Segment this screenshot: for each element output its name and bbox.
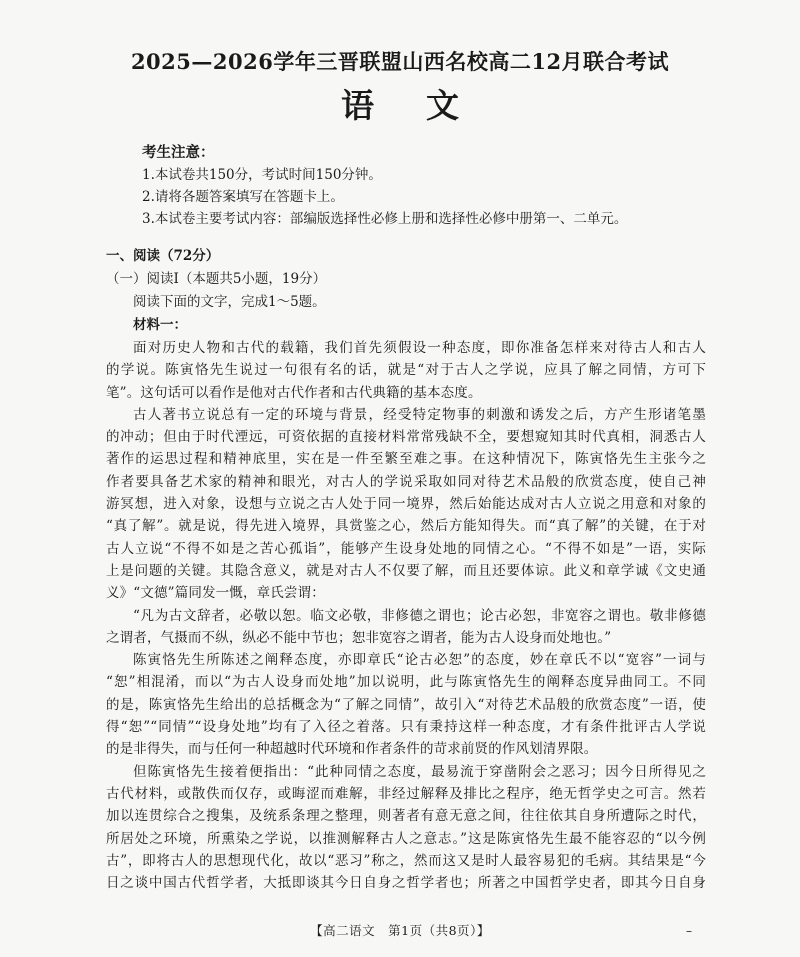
reading-instruction: 阅读下面的文字，完成1～5题。 — [133, 294, 326, 310]
text-line: 古代材料，或散佚而仅存，或晦涩而难解，非经过解释及排比之程序，绝无哲学史之可言。然若 — [106, 785, 706, 802]
text-line: 的是，陈寅恪先生给出的总括概念为“了解之同情”，故引入“对待艺术品般的欣赏态度”一语，使 — [106, 696, 706, 713]
notice-item: 3.本试卷主要考试内容：部编版选择性必修上册和选择性必修中册第一、二单元。 — [142, 211, 628, 227]
paragraph — [106, 761, 706, 895]
notice-item: 2.请将各题答案填写在答题卡上。 — [142, 189, 344, 205]
text-line: 的冲动；但由于时代湮远，可资依据的直接材料常常残缺不全，要想窥知其时代真相，洞悉古人 — [106, 429, 706, 446]
text-line: 古人著书立说总有一定的环境与背景，经受特定物事的刺激和诱发之后，方产生形诸笔墨 — [133, 406, 706, 423]
text-line: 古人立说“不得不如是之苦心孤诣”，能够产生设身处地的同情之心。“不得不如是”一语，实际 — [106, 540, 706, 557]
text-line: 陈寅恪先生所陈述之阐释态度，亦即章氏“论古必恕”的态度，妙在章氏不以“宽容”一词与 — [133, 652, 706, 669]
text-line: 得“恕”“同情”“设身处地”均有了入径之着落。只有秉持这样一种态度，才有条件批评古人学说 — [106, 719, 706, 736]
candidate-notice — [142, 142, 702, 230]
text-line: 的是非得失，而与任何一种超越时代环境和作者条件的苛求前贤的作风划清界限。 — [106, 741, 598, 758]
page-footer: 【高二语文 第1页（共8页）】 — [310, 923, 490, 938]
notice-heading: 考生注意： — [142, 144, 215, 161]
text-line: 之谓者，气摄而不纵，纵必不能中节也；恕非宽容之谓者，能为古人设身而处地也。” — [106, 629, 612, 646]
text-line: 面对历史人物和古代的载籍，我们首先须假设一种态度，即你准备怎样来对待古人和古人 — [133, 340, 706, 356]
text-line: 游冥想，进入对象，设想与立说之古人处于同一境界，然后始能达成对古人立说之用意和对象的 — [106, 496, 706, 513]
text-line: 古”，即将古人的思想现代化，故以“恶习”称之，然而这又是时人最容易犯的毛病。其结果是“今 — [106, 852, 706, 869]
text-line: 著作的运思过程和精神底里，实在是一件至繁至难之事。在这种情况下，陈寅恪先生主张今之 — [106, 451, 706, 468]
paragraph — [106, 649, 706, 760]
text-line: 的学说。陈寅恪先生说过一句很有名的话，就是“对于古人之学说，应具了解之同情，方可下 — [106, 362, 706, 379]
reading-section — [106, 245, 706, 894]
paragraph — [106, 404, 706, 605]
quotation-paragraph — [106, 605, 706, 650]
notice-item: 1.本试卷共150分，考试时间150分钟。 — [142, 167, 382, 183]
text-line: 上是问题的关键。其隐含意义，就是对古人不仅要了解，而且还要体谅。此义和章学诚《文史通 — [106, 562, 706, 579]
section-heading: 一、阅读（72分） — [106, 248, 220, 264]
exam-title: 2025—2026学年三晋联盟山西名校高二12月联合考试 — [130, 49, 670, 74]
text-line: 日之谈中国古代哲学者，大抵即谈其今日自身之哲学者也；所著之中国哲学史者，即其今日自身 — [106, 875, 706, 892]
text-line: 义》“文德”篇同发一慨，章氏尝谓： — [106, 585, 325, 602]
text-line: 笔”。这句话可以看作是他对古代作者和古代典籍的基本态度。 — [106, 384, 482, 401]
text-line: “真了解”。就是说，得先进入境界，具赏鉴之心，然后方能知得失。而“真了解”的关键，在于对 — [106, 518, 706, 535]
text-line: 但陈寅恪先生接着便指出：“此种同情之态度，最易流于穿凿附会之恶习；因今日所得见之 — [133, 763, 706, 780]
text-line: 作者要具备艺术家的精神和眼光，对古人的学说采取如同对待艺术品般的欣赏态度，使自己神 — [106, 473, 706, 490]
text-line: “凡为古文辞者，必敬以恕。临文必敬，非修德之谓也；论古必恕，非宽容之谓也。敬非修德 — [133, 607, 706, 624]
text-line: 所居处之环境，所熏染之学说，以推测解释古人之意志。”这是陈寅恪先生最不能容忍的“以今例 — [106, 830, 706, 847]
sub-section-heading: （一）阅读Ⅰ（本题共5小题，19分） — [106, 271, 327, 287]
text-line: “恕”相混淆，而以“为古人设身而处地”加以说明，此与陈寅恪先生的阐释态度异曲同工。不同 — [106, 674, 706, 691]
material-label: 材料一： — [133, 317, 187, 333]
corner-mark: – — [686, 924, 692, 938]
text-line: 加以连贯综合之搜集，及统系条理之整理，则著者有意无意之间，往往依其自身所遭际之时代， — [106, 808, 706, 825]
paragraph — [106, 337, 706, 404]
subject-title: 语文 — [341, 86, 511, 125]
